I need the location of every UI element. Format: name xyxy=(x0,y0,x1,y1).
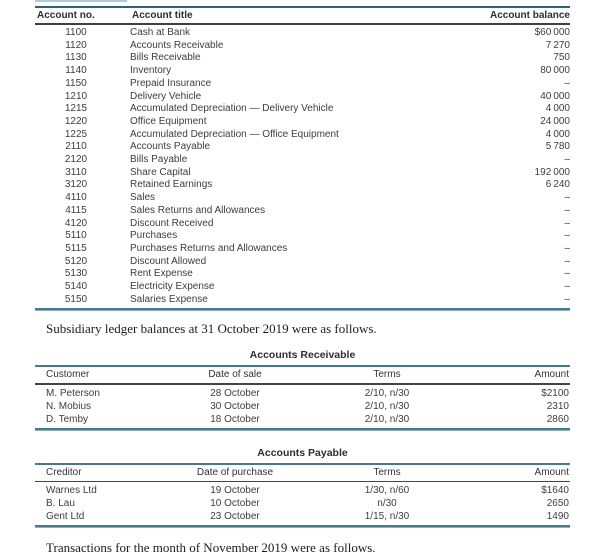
account-title: Prepaid Insurance xyxy=(130,77,212,89)
table-row xyxy=(35,281,570,294)
account-no: 5110 xyxy=(65,230,87,242)
account-balance: – xyxy=(564,77,570,89)
table-row xyxy=(35,400,570,413)
account-title: Sales Returns and Allowances xyxy=(130,204,266,216)
account-title: Office Equipment xyxy=(130,115,207,127)
account-title: Salaries Expense xyxy=(130,293,208,305)
chart-of-accounts-table xyxy=(35,6,570,311)
date-of-sale: 30 October xyxy=(210,401,260,413)
account-title: Purchases Returns and Allowances xyxy=(130,242,288,254)
account-no: 5150 xyxy=(64,293,88,305)
account-balance: 4 000 xyxy=(545,103,570,115)
table-row xyxy=(35,413,570,426)
column-header-account-balance: Account balance xyxy=(489,10,570,21)
account-balance: 192 000 xyxy=(534,166,570,178)
account-balance: $60 000 xyxy=(534,27,570,38)
table-bottom-rule xyxy=(35,525,570,528)
account-title: Accounts Payable xyxy=(130,141,211,153)
table-row xyxy=(35,218,570,231)
account-title: Bills Receivable xyxy=(130,52,201,64)
page-content xyxy=(35,6,570,555)
column-header-account-title: Account title xyxy=(132,10,193,21)
account-no: 1150 xyxy=(65,77,87,89)
subsidiary-ledger-paragraph: Subsidiary ledger balances at 31 October 2019 were as follows. xyxy=(46,321,377,337)
date-of-purchase: 10 October xyxy=(210,498,260,510)
account-title: Electricity Expense xyxy=(130,281,215,293)
account-balance: 4 000 xyxy=(545,128,570,140)
column-header-customer: Customer xyxy=(46,369,90,381)
table-row xyxy=(35,103,570,116)
table-row xyxy=(35,116,570,129)
account-no: 5140 xyxy=(64,281,88,293)
table-header-row xyxy=(35,367,570,383)
table-row xyxy=(35,129,570,142)
account-no: 1130 xyxy=(65,52,87,64)
account-balance: 750 xyxy=(553,52,570,64)
column-header-terms: Terms xyxy=(373,466,401,478)
account-no: 1225 xyxy=(64,128,88,140)
amount: 2860 xyxy=(546,414,569,426)
table-row xyxy=(35,192,570,205)
account-no: 3120 xyxy=(64,179,88,191)
table-row xyxy=(35,497,570,510)
account-title: Inventory xyxy=(130,65,172,77)
accounts-payable-table xyxy=(35,447,570,528)
table-body xyxy=(35,25,570,308)
table-row xyxy=(35,230,570,243)
column-header-amount: Amount xyxy=(534,466,569,478)
account-title: Delivery Vehicle xyxy=(130,90,202,102)
account-title: Rent Expense xyxy=(130,268,193,280)
account-no: 3110 xyxy=(65,166,87,178)
account-balance: 6 240 xyxy=(545,179,570,191)
date-of-purchase: 23 October xyxy=(210,511,260,523)
account-no: 1220 xyxy=(64,115,88,127)
table-row xyxy=(35,179,570,192)
transactions-paragraph: Transactions for the month of November 2019 were as follows. xyxy=(46,539,376,555)
account-title: Cash at Bank xyxy=(130,27,191,38)
creditor-name: Gent Ltd xyxy=(46,511,85,523)
account-balance: 7 270 xyxy=(545,39,570,51)
accounts-receivable-table xyxy=(35,349,570,430)
account-no: 2120 xyxy=(64,154,88,166)
amount: $2100 xyxy=(541,387,569,399)
account-title: Accounts Receivable xyxy=(130,39,224,51)
column-header-creditor: Creditor xyxy=(46,466,82,478)
terms: n/30 xyxy=(377,498,397,510)
table-header-row xyxy=(35,8,570,23)
account-title: Bills Payable xyxy=(130,154,188,166)
table-row xyxy=(35,294,570,307)
account-no: 1140 xyxy=(65,65,87,77)
table-body xyxy=(35,385,570,428)
terms: 2/10, n/30 xyxy=(364,414,410,426)
column-header-account-no: Account no. xyxy=(37,10,95,21)
page-top-decoration xyxy=(35,0,127,2)
account-no: 2110 xyxy=(65,141,87,153)
column-header-amount: Amount xyxy=(534,369,569,381)
account-balance: – xyxy=(564,204,570,216)
amount: 2650 xyxy=(546,498,569,510)
date-of-sale: 28 October xyxy=(210,387,260,399)
customer-name: D. Temby xyxy=(46,414,89,426)
account-balance: 24 000 xyxy=(540,115,570,127)
column-header-date-of-purchase: Date of purchase xyxy=(196,466,274,478)
table-row xyxy=(35,65,570,78)
amount: 2310 xyxy=(546,401,569,413)
account-balance: – xyxy=(564,242,570,254)
account-balance: 40 000 xyxy=(540,90,570,102)
terms: 1/30, n/60 xyxy=(364,485,410,497)
customer-name: N. Mobius xyxy=(46,401,92,413)
column-header-terms: Terms xyxy=(373,369,401,381)
creditor-name: B. Lau xyxy=(46,498,75,510)
account-title: Discount Allowed xyxy=(130,255,207,267)
amount: $1640 xyxy=(541,485,569,497)
creditor-name: Warnes Ltd xyxy=(46,485,97,497)
account-balance: – xyxy=(564,192,570,204)
table-row xyxy=(35,141,570,154)
account-balance: – xyxy=(564,255,570,267)
terms: 2/10, n/30 xyxy=(364,401,410,413)
account-balance: 5 780 xyxy=(545,141,570,153)
account-title: Share Capital xyxy=(130,166,191,178)
account-title: Purchases xyxy=(130,230,178,242)
account-title: Retained Earnings xyxy=(130,179,213,191)
accounts-payable-title: Accounts Payable xyxy=(257,446,348,459)
account-no: 5130 xyxy=(64,268,88,280)
accounts-receivable-title: Accounts Receivable xyxy=(249,349,356,362)
account-balance: – xyxy=(564,293,570,305)
account-title: Accumulated Depreciation — Delivery Vehicle xyxy=(130,103,334,115)
account-no: 5115 xyxy=(65,242,87,254)
account-no: 1120 xyxy=(65,39,87,51)
account-balance: – xyxy=(564,281,570,293)
table-row xyxy=(35,40,570,53)
table-row xyxy=(35,27,570,40)
account-no: 4120 xyxy=(64,217,88,229)
table-row xyxy=(35,205,570,218)
account-no: 5120 xyxy=(64,255,88,267)
table-row xyxy=(35,387,570,400)
terms: 2/10, n/30 xyxy=(364,387,410,399)
table-row xyxy=(35,154,570,167)
account-balance: 80 000 xyxy=(540,65,570,77)
table-bottom-rule xyxy=(35,428,570,431)
column-header-date-of-sale: Date of sale xyxy=(208,369,262,381)
table-row xyxy=(35,268,570,281)
account-title: Sales xyxy=(130,192,156,204)
account-balance: – xyxy=(564,230,570,242)
account-title: Accumulated Depreciation — Office Equipment xyxy=(130,128,339,140)
date-of-purchase: 19 October xyxy=(210,485,260,497)
account-no: 4115 xyxy=(65,204,87,216)
table-row xyxy=(35,52,570,65)
table-row xyxy=(35,78,570,91)
table-row xyxy=(35,510,570,523)
terms: 1/15, n/30 xyxy=(364,511,410,523)
table-bottom-rule xyxy=(35,308,570,311)
table-header-row xyxy=(35,465,570,481)
table-row xyxy=(35,484,570,497)
account-title: Discount Received xyxy=(130,217,214,229)
account-balance: – xyxy=(564,217,570,229)
account-no: 1210 xyxy=(64,90,88,102)
table-row xyxy=(35,167,570,180)
table-row xyxy=(35,256,570,269)
account-balance: – xyxy=(564,268,570,280)
table-row xyxy=(35,243,570,256)
amount: 1490 xyxy=(546,511,569,523)
account-no: 1100 xyxy=(65,27,87,38)
customer-name: M. Peterson xyxy=(46,387,100,399)
table-row xyxy=(35,91,570,104)
table-body xyxy=(35,482,570,525)
account-no: 1215 xyxy=(64,103,88,115)
account-balance: – xyxy=(564,154,570,166)
account-no: 4110 xyxy=(65,192,87,204)
date-of-sale: 18 October xyxy=(210,414,260,426)
